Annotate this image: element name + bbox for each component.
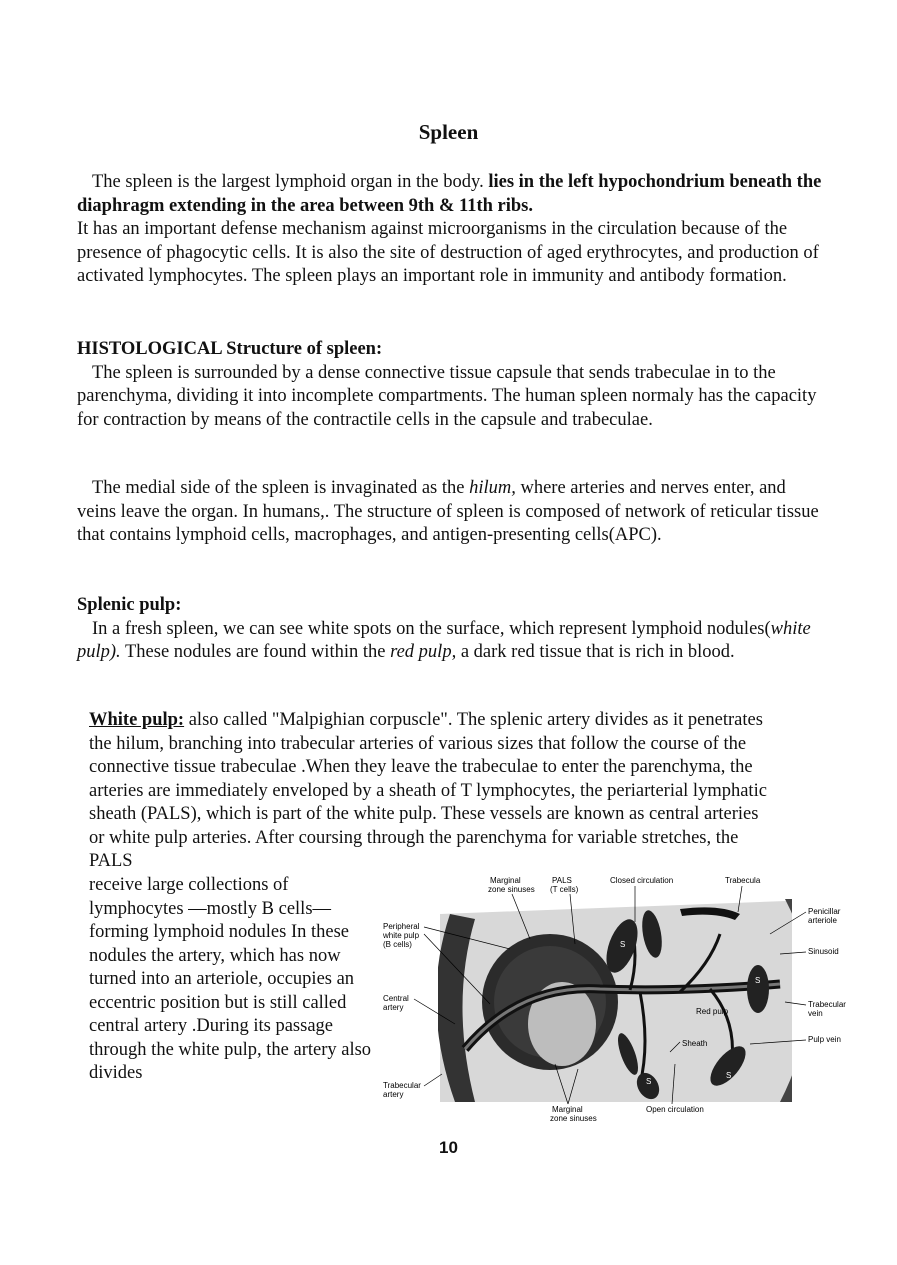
hilum-text-b: where arteries and nerves enter, and veins leave the organ. In humans,. The structure of spleen is composed of network of reticular tissue that contains lymphoid cells, macrophages, and antigen-presenting cells(APC).	[77, 478, 819, 545]
splenic-pulp-section	[77, 594, 822, 665]
label-penicillar-arteriole-2: arteriole	[808, 916, 837, 925]
splenic-pulp-heading: Splenic pulp:	[77, 595, 182, 615]
label-trabecula: Trabecula	[725, 876, 761, 885]
label-pals-tcells: (T cells)	[550, 885, 579, 894]
white-pulp-term: white pulp).	[77, 618, 811, 662]
pulp-text-b: These nodules are found within the	[120, 642, 391, 662]
histology-section	[77, 338, 822, 432]
white-pulp-text: also called "Malpighian corpuscle". The splenic artery divides as it penetrates the hilum, branching into trabecular arteries of various sizes that follow the course of the connective tissue trabeculae .When they leave the trabeculae to enter the parenchyma, the arteries are immediately enveloped by a sheath of T lymphocytes, the periarterial lymphatic sheath (PALS), which is part of the white pulp. These vessels are known as central arteries or white pulp arteries. After coursing through the parenchyma for variable stretches, the PALS	[89, 710, 767, 871]
histology-capsule-text: The spleen is surrounded by a dense connective tissue capsule that sends trabeculae in to the parenchyma, dividing it into incomplete compartments. The human spleen normaly has the capacity for contraction by means of the contractile cells in the capsule and trabeculae.	[77, 362, 817, 430]
label-trabecular-artery-1: Trabecular	[383, 1081, 421, 1090]
label-pals: PALS	[552, 876, 572, 885]
white-pulp-heading: White pulp:	[89, 710, 185, 730]
s-marker: S	[726, 1071, 732, 1080]
histology-heading: HISTOLOGICAL Structure of spleen:	[77, 339, 383, 359]
label-pulp-vein: Pulp vein	[808, 1035, 841, 1044]
intro-location-bold: lies in the left hypochondrium beneath the diaphragm extending in the area between 9th & 11th ribs.	[77, 172, 822, 216]
pulp-text-c: a dark red tissue that is rich in blood.	[456, 642, 735, 662]
red-pulp-term: red pulp,	[390, 642, 457, 662]
hilum-paragraph	[77, 477, 822, 548]
label-sheath: Sheath	[682, 1039, 708, 1048]
label-peripheral-white-pulp-2: white pulp	[383, 931, 420, 940]
label-peripheral-white-pulp-3: (B cells)	[383, 940, 412, 949]
white-pulp-paragraph	[89, 709, 769, 874]
pulp-text-a: In a fresh spleen, we can see white spots on the surface, which represent lymphoid nodules(	[92, 618, 771, 639]
s-marker: S	[755, 976, 761, 985]
s-marker: S	[646, 1077, 652, 1086]
intro-function-text: It has an important defense mechanism against microorganisms in the circulation because of the presence of phagocytic cells. It is also the site of destruction of aged erythrocytes, and production of activated lymphocytes. The spleen plays an important role in immunity and antibody formation.	[77, 219, 819, 286]
label-trabecular-artery-2: artery	[383, 1090, 404, 1099]
spleen-circulation-diagram	[380, 874, 850, 1134]
page-title: Spleen	[418, 120, 479, 144]
label-penicillar-arteriole-1: Penicillar	[808, 907, 841, 916]
label-central-artery-1: Central	[383, 994, 409, 1003]
sinusoid-shape	[747, 965, 769, 1013]
white-pulp-continued: receive large collections of lymphocytes —mostly B cells— forming lymphoid nodules In these nodules the artery, which has now turned into an arteriole, occupies an eccentric position but is still called central artery .During its passage through the white pulp, the artery also divides	[89, 875, 372, 1083]
hilum-term: hilum,	[469, 478, 516, 498]
label-open-circulation: Open circulation	[646, 1105, 704, 1114]
label-sinusoid: Sinusoid	[808, 947, 839, 956]
label-red-pulp: Red pulp	[696, 1007, 729, 1016]
label-marginal-zone-bottom-2: zone sinuses	[550, 1114, 597, 1123]
hilum-text-a: The medial side of the spleen is invaginated as the	[92, 478, 470, 498]
s-marker: S	[620, 940, 626, 949]
page-number: 10	[439, 1138, 458, 1157]
label-marginal-zone-top-2: zone sinuses	[488, 885, 535, 894]
label-peripheral-white-pulp-1: Peripheral	[383, 922, 420, 931]
intro-sentence: The spleen is the largest lymphoid organ in the body.	[92, 172, 489, 192]
diagram-svg	[380, 874, 850, 1134]
label-central-artery-2: artery	[383, 1003, 404, 1012]
intro-paragraph	[77, 171, 822, 289]
label-trabecular-vein-2: vein	[808, 1009, 823, 1018]
label-closed-circulation: Closed circulation	[610, 876, 674, 885]
label-marginal-zone-top-1: Marginal	[490, 876, 521, 885]
label-band	[380, 1102, 850, 1134]
label-trabecular-vein-1: Trabecular	[808, 1000, 846, 1009]
label-marginal-zone-bottom-1: Marginal	[552, 1105, 583, 1114]
